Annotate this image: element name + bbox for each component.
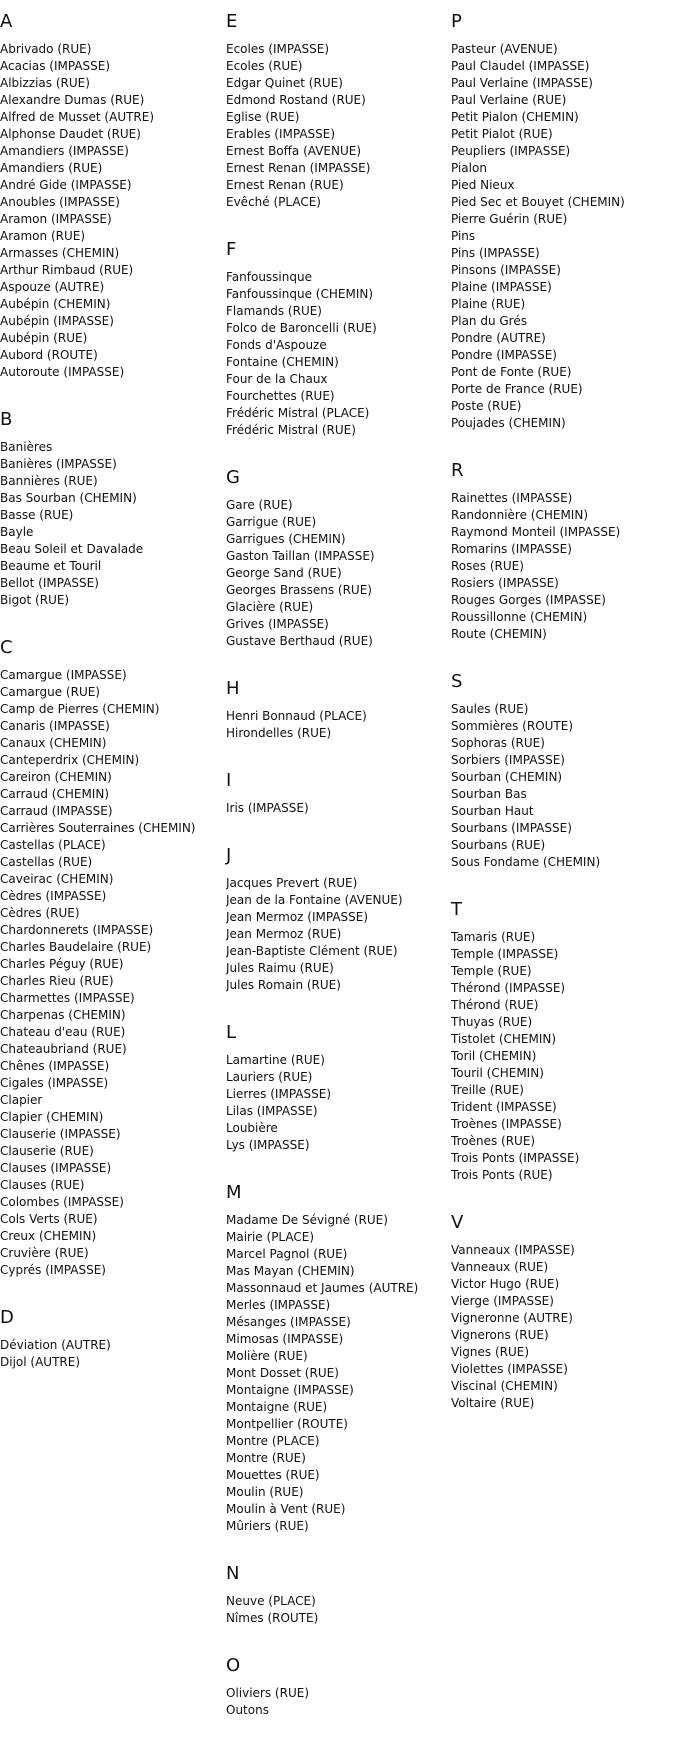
letter-heading: V	[451, 1212, 464, 1233]
street-list	[226, 1212, 446, 1535]
street-item: Pondre (AUTRE)	[451, 331, 546, 345]
street-list	[0, 41, 220, 381]
street-item: Aubépin (IMPASSE)	[0, 314, 114, 328]
street-item: Acacias (IMPASSE)	[0, 59, 111, 73]
street-item: Vigneronne (AUTRE)	[451, 1311, 573, 1325]
street-item: Aramon (RUE)	[0, 229, 86, 243]
street-item: Pont de Fonte (RUE)	[451, 365, 572, 379]
street-item: Canaux (CHEMIN)	[0, 736, 107, 750]
street-item: Trident (IMPASSE)	[451, 1100, 557, 1114]
street-item: Jules Raimu (RUE)	[226, 961, 334, 975]
street-item: Moulin (RUE)	[226, 1485, 304, 1499]
letter-section	[226, 11, 446, 211]
street-item: Flamands (RUE)	[226, 304, 322, 318]
street-item: Jean de la Fontaine (AVENUE)	[226, 893, 403, 907]
street-item: Gustave Berthaud (RUE)	[226, 634, 373, 648]
street-item: Randonnière (CHEMIN)	[451, 508, 589, 522]
street-item: Petit Pialot (RUE)	[451, 127, 553, 141]
street-item: Lys (IMPASSE)	[226, 1138, 310, 1152]
street-item: Montaigne (IMPASSE)	[226, 1383, 354, 1397]
street-item: Bellot (IMPASSE)	[0, 576, 99, 590]
street-item: Vanneaux (RUE)	[451, 1260, 549, 1274]
street-item: Porte de France (RUE)	[451, 382, 583, 396]
street-item: Mont Dosset (RUE)	[226, 1366, 339, 1380]
street-item: Thérond (RUE)	[451, 998, 539, 1012]
street-item: Treille (RUE)	[451, 1083, 524, 1097]
street-item: Sourban Haut	[451, 804, 534, 818]
street-item: Romarins (IMPASSE)	[451, 542, 572, 556]
street-item: Peupliers (IMPASSE)	[451, 144, 571, 158]
index-column-2	[226, 11, 446, 1747]
street-item: Castellas (PLACE)	[0, 838, 106, 852]
street-item: Nîmes (ROUTE)	[226, 1611, 319, 1625]
street-item: Mas Mayan (CHEMIN)	[226, 1264, 355, 1278]
street-item: Moulin à Vent (RUE)	[226, 1502, 346, 1516]
street-item: Hirondelles (RUE)	[226, 726, 332, 740]
street-item: Beaume et Touril	[0, 559, 102, 573]
street-item: Sourban Bas	[451, 787, 527, 801]
letter-heading: T	[451, 899, 462, 920]
street-item: Clauses (RUE)	[0, 1178, 85, 1192]
street-item: Molière (RUE)	[226, 1349, 308, 1363]
street-item: Viscinal (CHEMIN)	[451, 1379, 558, 1393]
street-item: Pins (IMPASSE)	[451, 246, 540, 260]
street-item: Oliviers (RUE)	[226, 1686, 309, 1700]
street-item: Castellas (RUE)	[0, 855, 93, 869]
street-item: Careiron (CHEMIN)	[0, 770, 112, 784]
street-item: Charpenas (CHEMIN)	[0, 1008, 126, 1022]
street-item: Garrigues (CHEMIN)	[226, 532, 346, 546]
street-item: Chateaubriand (RUE)	[0, 1042, 127, 1056]
street-item: Mimosas (IMPASSE)	[226, 1332, 344, 1346]
street-item: Petit Pialon (CHEMIN)	[451, 110, 579, 124]
street-item: Fanfoussinque (CHEMIN)	[226, 287, 374, 301]
street-item: Alexandre Dumas (RUE)	[0, 93, 145, 107]
street-item: Aramon (IMPASSE)	[0, 212, 112, 226]
street-item: Sourbans (IMPASSE)	[451, 821, 572, 835]
street-item: Cruvière (RUE)	[0, 1246, 89, 1260]
letter-section	[226, 467, 446, 650]
street-item: Carraud (IMPASSE)	[0, 804, 113, 818]
street-item: Amandiers (RUE)	[0, 161, 103, 175]
street-item: Charles Péguy (RUE)	[0, 957, 124, 971]
street-item: Pasteur (AVENUE)	[451, 42, 558, 56]
street-item: Chateau d'eau (RUE)	[0, 1025, 126, 1039]
street-item: Canaris (IMPASSE)	[0, 719, 110, 733]
street-item: Vignerons (RUE)	[451, 1328, 549, 1342]
street-item: Gaston Taillan (IMPASSE)	[226, 549, 375, 563]
street-item: Dijol (AUTRE)	[0, 1355, 81, 1369]
street-item: Raymond Monteil (IMPASSE)	[451, 525, 621, 539]
street-item: Trois Ponts (IMPASSE)	[451, 1151, 580, 1165]
street-item: Clapier	[0, 1093, 43, 1107]
street-item: Albizzias (RUE)	[0, 76, 90, 90]
street-list	[226, 41, 446, 211]
street-item: Clapier (CHEMIN)	[0, 1110, 104, 1124]
letter-heading: D	[0, 1307, 14, 1328]
street-item: Pied Sec et Bouyet (CHEMIN)	[451, 195, 625, 209]
street-item: Aubépin (RUE)	[0, 331, 88, 345]
street-item: Plaine (IMPASSE)	[451, 280, 552, 294]
letter-heading: H	[226, 678, 240, 699]
street-item: Montre (PLACE)	[226, 1434, 320, 1448]
letter-heading: E	[226, 11, 238, 32]
street-item: Pinsons (IMPASSE)	[451, 263, 561, 277]
street-list	[451, 701, 675, 871]
street-item: Roses (RUE)	[451, 559, 524, 573]
street-item: Iris (IMPASSE)	[226, 801, 309, 815]
street-item: Aubord (ROUTE)	[0, 348, 98, 362]
street-item: Sorbiers (IMPASSE)	[451, 753, 565, 767]
street-list	[226, 497, 446, 650]
street-item: Folco de Baroncelli (RUE)	[226, 321, 377, 335]
street-item: Garrigue (RUE)	[226, 515, 317, 529]
street-list	[226, 1685, 446, 1719]
street-item: Clauses (IMPASSE)	[0, 1161, 112, 1175]
street-item: Trois Ponts (RUE)	[451, 1168, 553, 1182]
letter-section	[0, 637, 220, 1279]
street-item: Eglise (RUE)	[226, 110, 300, 124]
street-item: Rouges Gorges (IMPASSE)	[451, 593, 606, 607]
street-item: Camargue (RUE)	[0, 685, 100, 699]
street-item: Creux (CHEMIN)	[0, 1229, 97, 1243]
street-item: Lauriers (RUE)	[226, 1070, 313, 1084]
street-item: Vignes (RUE)	[451, 1345, 530, 1359]
letter-section	[226, 1655, 446, 1719]
letter-section	[0, 409, 220, 609]
street-item: Tistolet (CHEMIN)	[451, 1032, 557, 1046]
street-list	[226, 800, 446, 817]
street-item: Bas Sourban (CHEMIN)	[0, 491, 137, 505]
street-item: Pondre (IMPASSE)	[451, 348, 557, 362]
street-item: Aspouze (AUTRE)	[0, 280, 105, 294]
street-item: Troènes (IMPASSE)	[451, 1117, 562, 1131]
street-item: Sous Fondame (CHEMIN)	[451, 855, 601, 869]
street-item: Pialon	[451, 161, 487, 175]
street-item: Charles Rieu (RUE)	[0, 974, 114, 988]
street-item: Colombes (IMPASSE)	[0, 1195, 124, 1209]
street-item: Evêché (PLACE)	[226, 195, 321, 209]
index-column-3	[451, 11, 675, 1440]
street-item: Route (CHEMIN)	[451, 627, 547, 641]
street-item: Sourban (CHEMIN)	[451, 770, 563, 784]
street-item: Ecoles (RUE)	[226, 59, 303, 73]
street-list	[226, 708, 446, 742]
letter-heading: M	[226, 1182, 242, 1203]
street-item: Massonnaud et Jaumes (AUTRE)	[226, 1281, 419, 1295]
street-item: Roussillonne (CHEMIN)	[451, 610, 588, 624]
street-item: Ernest Renan (RUE)	[226, 178, 344, 192]
letter-section	[451, 899, 675, 1184]
street-item: Troènes (RUE)	[451, 1134, 536, 1148]
street-item: Mouettes (RUE)	[226, 1468, 320, 1482]
street-item: Pierre Guérin (RUE)	[451, 212, 568, 226]
street-item: Grives (IMPASSE)	[226, 617, 329, 631]
street-item: Mûriers (RUE)	[226, 1519, 309, 1533]
street-item: Fourchettes (RUE)	[226, 389, 335, 403]
letter-section	[451, 11, 675, 432]
street-item: Basse (RUE)	[0, 508, 74, 522]
street-list	[0, 667, 220, 1279]
street-item: Toril (CHEMIN)	[451, 1049, 537, 1063]
street-item: Erables (IMPASSE)	[226, 127, 336, 141]
letter-heading: P	[451, 11, 462, 32]
letter-section	[226, 1182, 446, 1535]
letter-section	[226, 1022, 446, 1154]
letter-heading: N	[226, 1563, 240, 1584]
street-item: Canteperdrix (CHEMIN)	[0, 753, 140, 767]
street-item: Cyprés (IMPASSE)	[0, 1263, 106, 1277]
street-item: Chênes (IMPASSE)	[0, 1059, 110, 1073]
street-item: Ecoles (IMPASSE)	[226, 42, 330, 56]
street-item: Alfred de Musset (AUTRE)	[0, 110, 155, 124]
street-item: Cèdres (RUE)	[0, 906, 80, 920]
street-item: George Sand (RUE)	[226, 566, 342, 580]
street-item: Frédéric Mistral (PLACE)	[226, 406, 370, 420]
street-item: Neuve (PLACE)	[226, 1594, 316, 1608]
street-item: Sommières (ROUTE)	[451, 719, 574, 733]
letter-heading: I	[226, 770, 232, 791]
street-item: Jean-Baptiste Clément (RUE)	[226, 944, 398, 958]
street-item: Glacière (RUE)	[226, 600, 314, 614]
street-item: Abrivado (RUE)	[0, 42, 92, 56]
street-item: Charmettes (IMPASSE)	[0, 991, 135, 1005]
street-item: Cols Verts (RUE)	[0, 1212, 98, 1226]
street-item: Bigot (RUE)	[0, 593, 70, 607]
street-item: Plaine (RUE)	[451, 297, 526, 311]
street-item: Clauserie (RUE)	[0, 1144, 94, 1158]
street-item: Lamartine (RUE)	[226, 1053, 325, 1067]
street-item: Déviation (AUTRE)	[0, 1338, 111, 1352]
street-list	[226, 269, 446, 439]
street-item: Charles Baudelaire (RUE)	[0, 940, 152, 954]
street-item: Clauserie (IMPASSE)	[0, 1127, 121, 1141]
street-item: Cèdres (IMPASSE)	[0, 889, 107, 903]
street-item: Caveirac (CHEMIN)	[0, 872, 114, 886]
street-item: Aubépin (CHEMIN)	[0, 297, 111, 311]
street-list	[0, 439, 220, 609]
street-item: Paul Verlaine (IMPASSE)	[451, 76, 593, 90]
street-item: Vanneaux (IMPASSE)	[451, 1243, 575, 1257]
street-item: Autoroute (IMPASSE)	[0, 365, 125, 379]
street-item: Georges Brassens (RUE)	[226, 583, 372, 597]
street-item: Rosiers (IMPASSE)	[451, 576, 559, 590]
street-list	[226, 875, 446, 994]
street-item: Fanfoussinque	[226, 270, 312, 284]
street-list	[0, 1337, 220, 1371]
letter-section	[226, 1563, 446, 1627]
street-item: Fonds d'Aspouze	[226, 338, 327, 352]
letter-section	[226, 845, 446, 994]
street-list	[451, 1242, 675, 1412]
street-item: Banières (IMPASSE)	[0, 457, 117, 471]
letter-heading: R	[451, 460, 464, 481]
street-item: Gare (RUE)	[226, 498, 293, 512]
letter-section	[226, 678, 446, 742]
street-item: Voltaire (RUE)	[451, 1396, 535, 1410]
street-item: Frédéric Mistral (RUE)	[226, 423, 356, 437]
letter-section	[451, 460, 675, 643]
letter-heading: F	[226, 239, 237, 260]
street-item: Fontaine (CHEMIN)	[226, 355, 339, 369]
street-item: Pied Nieux	[451, 178, 515, 192]
index-column-1	[0, 11, 220, 1399]
street-item: Henri Bonnaud (PLACE)	[226, 709, 367, 723]
street-item: Saules (RUE)	[451, 702, 529, 716]
street-item: Jacques Prevert (RUE)	[226, 876, 358, 890]
street-item: Bayle	[0, 525, 34, 539]
street-item: Merles (IMPASSE)	[226, 1298, 331, 1312]
street-item: Thuyas (RUE)	[451, 1015, 533, 1029]
letter-heading: S	[451, 671, 463, 692]
street-item: Four de la Chaux	[226, 372, 328, 386]
street-item: Violettes (IMPASSE)	[451, 1362, 568, 1376]
street-item: Jules Romain (RUE)	[226, 978, 341, 992]
street-item: Carrières Souterraines (CHEMIN)	[0, 821, 196, 835]
street-item: Montaigne (RUE)	[226, 1400, 328, 1414]
street-item: Jean Mermoz (RUE)	[226, 927, 342, 941]
street-item: Arthur Rimbaud (RUE)	[0, 263, 134, 277]
street-item: Beau Soleil et Davalade	[0, 542, 144, 556]
street-item: Amandiers (IMPASSE)	[0, 144, 129, 158]
street-item: Cigales (IMPASSE)	[0, 1076, 109, 1090]
letter-section	[0, 11, 220, 381]
street-item: Thérond (IMPASSE)	[451, 981, 566, 995]
street-item: Poujades (CHEMIN)	[451, 416, 566, 430]
letter-section	[0, 1307, 220, 1371]
street-item: Anoubles (IMPASSE)	[0, 195, 120, 209]
street-item: Poste (RUE)	[451, 399, 522, 413]
street-list	[451, 929, 675, 1184]
letter-section	[226, 770, 446, 817]
letter-heading: G	[226, 467, 240, 488]
street-item: Lierres (IMPASSE)	[226, 1087, 331, 1101]
street-list	[451, 490, 675, 643]
letter-section	[226, 239, 446, 439]
street-item: Temple (RUE)	[451, 964, 532, 978]
street-item: Chardonnerets (IMPASSE)	[0, 923, 154, 937]
street-item: Ernest Boffa (AVENUE)	[226, 144, 362, 158]
street-item: Ernest Renan (IMPASSE)	[226, 161, 371, 175]
street-item: Paul Claudel (IMPASSE)	[451, 59, 590, 73]
street-item: Paul Verlaine (RUE)	[451, 93, 567, 107]
street-item: Bannières (RUE)	[0, 474, 98, 488]
letter-section	[451, 1212, 675, 1412]
street-list	[226, 1593, 446, 1627]
letter-heading: J	[226, 845, 232, 866]
street-item: Loubière	[226, 1121, 278, 1135]
street-item: Edmond Rostand (RUE)	[226, 93, 366, 107]
street-item: Mésanges (IMPASSE)	[226, 1315, 351, 1329]
street-list	[451, 41, 675, 432]
street-item: Carraud (CHEMIN)	[0, 787, 109, 801]
street-item: Touril (CHEMIN)	[451, 1066, 544, 1080]
street-item: Pins	[451, 229, 476, 243]
letter-heading: C	[0, 637, 13, 658]
letter-heading: L	[226, 1022, 237, 1043]
street-item: Montpellier (ROUTE)	[226, 1417, 348, 1431]
street-item: Sourbans (RUE)	[451, 838, 546, 852]
street-item: Madame De Sévigné (RUE)	[226, 1213, 388, 1227]
street-item: Montre (RUE)	[226, 1451, 306, 1465]
street-item: Lilas (IMPASSE)	[226, 1104, 318, 1118]
street-item: Mairie (PLACE)	[226, 1230, 315, 1244]
street-item: Edgar Quinet (RUE)	[226, 76, 343, 90]
street-item: Banières	[0, 440, 53, 454]
street-item: Outons	[226, 1703, 269, 1717]
street-item: Armasses (CHEMIN)	[0, 246, 120, 260]
street-item: Vierge (IMPASSE)	[451, 1294, 554, 1308]
letter-heading: A	[0, 11, 13, 32]
street-item: Marcel Pagnol (RUE)	[226, 1247, 348, 1261]
street-item: Alphonse Daudet (RUE)	[0, 127, 141, 141]
street-item: Camp de Pierres (CHEMIN)	[0, 702, 160, 716]
street-item: André Gide (IMPASSE)	[0, 178, 132, 192]
street-item: Jean Mermoz (IMPASSE)	[226, 910, 369, 924]
street-item: Sophoras (RUE)	[451, 736, 545, 750]
street-item: Camargue (IMPASSE)	[0, 668, 127, 682]
street-item: Plan du Grés	[451, 314, 527, 328]
letter-heading: O	[226, 1655, 241, 1676]
letter-heading: B	[0, 409, 13, 430]
street-list	[226, 1052, 446, 1154]
street-item: Temple (IMPASSE)	[451, 947, 559, 961]
street-item: Rainettes (IMPASSE)	[451, 491, 573, 505]
street-item: Victor Hugo (RUE)	[451, 1277, 560, 1291]
letter-section	[451, 671, 675, 871]
street-item: Tamaris (RUE)	[451, 930, 536, 944]
